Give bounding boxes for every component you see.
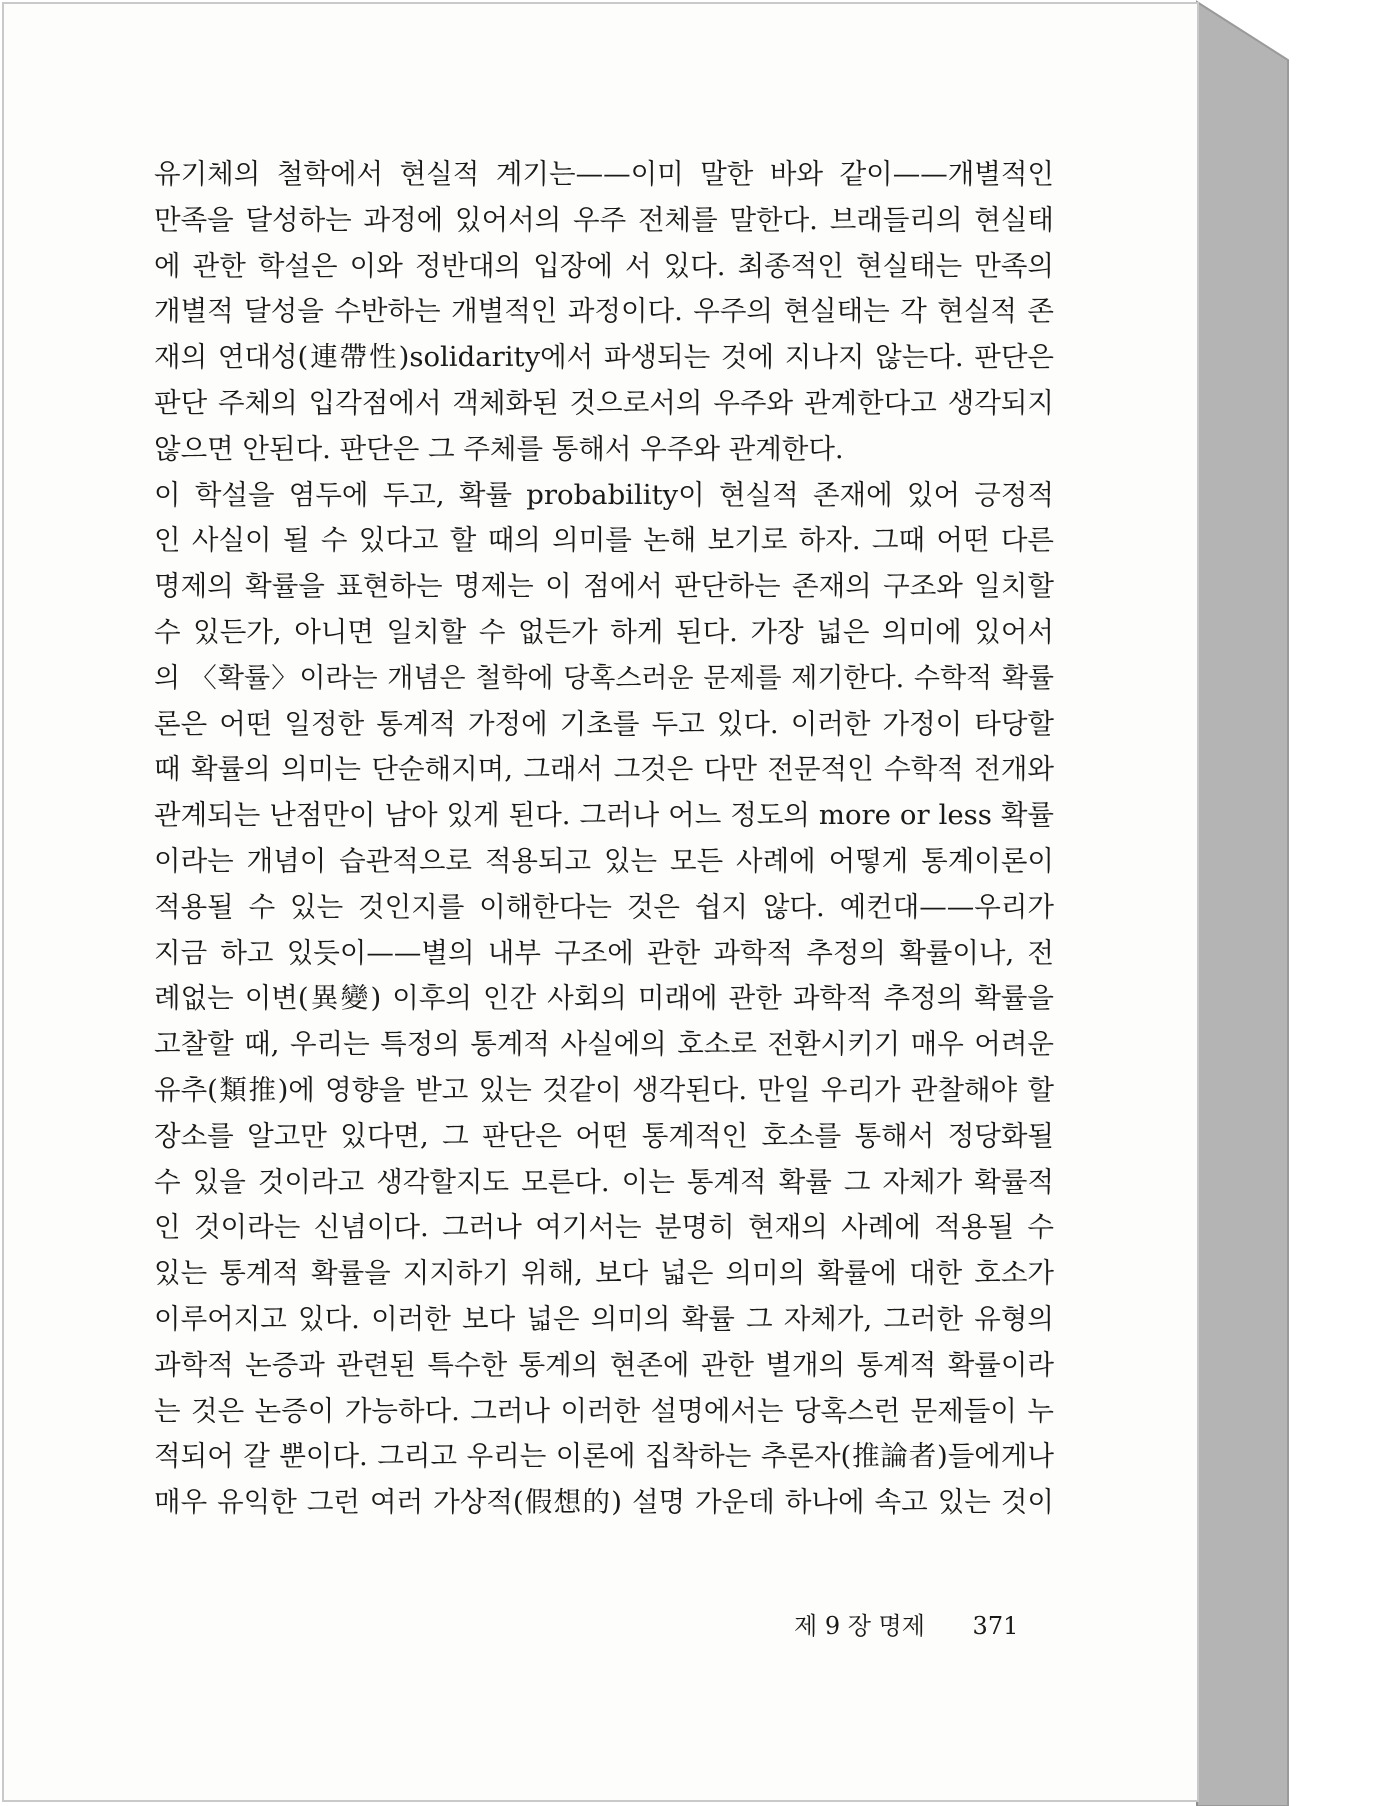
text-line: 판단 주체의 입각점에서 객체화된 것으로서의 우주와 관계한다고 생각되지 (154, 386, 1054, 419)
text-line: 적되어 갈 뿐이다. 그리고 우리는 이론에 집착하는 추론자(推論者)들에게나 (154, 1440, 1054, 1473)
text-line: 례없는 이변(異變) 이후의 인간 사회의 미래에 관한 과학적 추정의 확률을 (154, 982, 1054, 1015)
text-line: 수 있든가, 아니면 일치할 수 없든가 하게 된다. 가장 넓은 의미에 있어서 (154, 615, 1054, 648)
text-line: 재의 연대성(連帶性)solidarity에서 파생되는 것에 지나지 않는다. 판단은 (154, 341, 1054, 374)
text-line: 적용될 수 있는 것인지를 이해한다는 것은 쉽지 않다. 예컨대——우리가 (154, 890, 1054, 923)
page-footer (794, 1606, 1018, 1641)
page-number: 371 (972, 1612, 1019, 1640)
text-line: 개별적 달성을 수반하는 개별적인 과정이다. 우주의 현실태는 각 현실적 존 (154, 295, 1054, 328)
text-line: 때 확률의 의미는 단순해지며, 그래서 그것은 다만 전문적인 수학적 전개와 (154, 753, 1054, 786)
text-line: 관계되는 난점만이 남아 있게 된다. 그러나 어느 정도의 more or less 확률 (154, 799, 1054, 832)
text-line: 과학적 논증과 관련된 특수한 통계의 현존에 관한 별개의 통계적 확률이라 (154, 1348, 1054, 1381)
text-line: 장소를 알고만 있다면, 그 판단은 어떤 통계적인 호소를 통해서 정당화될 (154, 1119, 1054, 1152)
page-body-text (154, 152, 1054, 1526)
text-line: 만족을 달성하는 과정에 있어서의 우주 전체를 말한다. 브래들리의 현실태 (154, 203, 1054, 236)
book-page (2, 2, 1199, 1802)
text-line: 매우 유익한 그런 여러 가상적(假想的) 설명 가운데 하나에 속고 있는 것이 (154, 1486, 1054, 1519)
text-line: 의 〈확률〉이라는 개념은 철학에 당혹스러운 문제를 제기한다. 수학적 확률 (154, 662, 1054, 694)
text-line: 론은 어떤 일정한 통계적 가정에 기초를 두고 있다. 이러한 가정이 타당할 (154, 707, 1054, 740)
text-line: 명제의 확률을 표현하는 명제는 이 점에서 판단하는 존재의 구조와 일치할 (154, 570, 1054, 603)
text-line: 인 것이라는 신념이다. 그러나 여기서는 분명히 현재의 사례에 적용될 수 (154, 1211, 1054, 1244)
text-line: 이 학설을 염두에 두고, 확률 probability이 현실적 존재에 있어 긍정적 (154, 478, 1054, 511)
text-line: 수 있을 것이라고 생각할지도 모른다. 이는 통계적 확률 그 자체가 확률적 (154, 1165, 1054, 1198)
text-line: 유추(類推)에 영향을 받고 있는 것같이 생각된다. 만일 우리가 관찰해야 할 (154, 1073, 1054, 1106)
text-line: 유기체의 철학에서 현실적 계기는——이미 말한 바와 같이——개별적인 (154, 158, 1054, 190)
text-line: 에 관한 학설은 이와 정반대의 입장에 서 있다. 최종적인 현실태는 만족의 (154, 249, 1054, 282)
text-line: 이루어지고 있다. 이러한 보다 넓은 의미의 확률 그 자체가, 그러한 유형의 (154, 1302, 1054, 1335)
text-line: 인 사실이 될 수 있다고 할 때의 의미를 논해 보기로 하자. 그때 어떤 다른 (154, 524, 1054, 557)
text-line: 이라는 개념이 습관적으로 적용되고 있는 모든 사례에 어떻게 통계이론이 (154, 844, 1054, 877)
text-line: 있는 통계적 확률을 지지하기 위해, 보다 넓은 의미의 확률에 대한 호소가 (154, 1257, 1054, 1290)
text-line: 않으면 안된다. 판단은 그 주체를 통해서 우주와 관계한다. (154, 432, 844, 465)
text-line: 지금 하고 있듯이——별의 내부 구조에 관한 과학적 추정의 확률이나, 전 (154, 936, 1054, 969)
chapter-title: 제 9 장 명제 (794, 1612, 925, 1640)
text-line: 고찰할 때, 우리는 특정의 통계적 사실에의 호소로 전환시키기 매우 어려운 (154, 1028, 1054, 1061)
text-line: 는 것은 논증이 가능하다. 그러나 이러한 설명에서는 당혹스런 문제들이 누 (154, 1394, 1054, 1427)
